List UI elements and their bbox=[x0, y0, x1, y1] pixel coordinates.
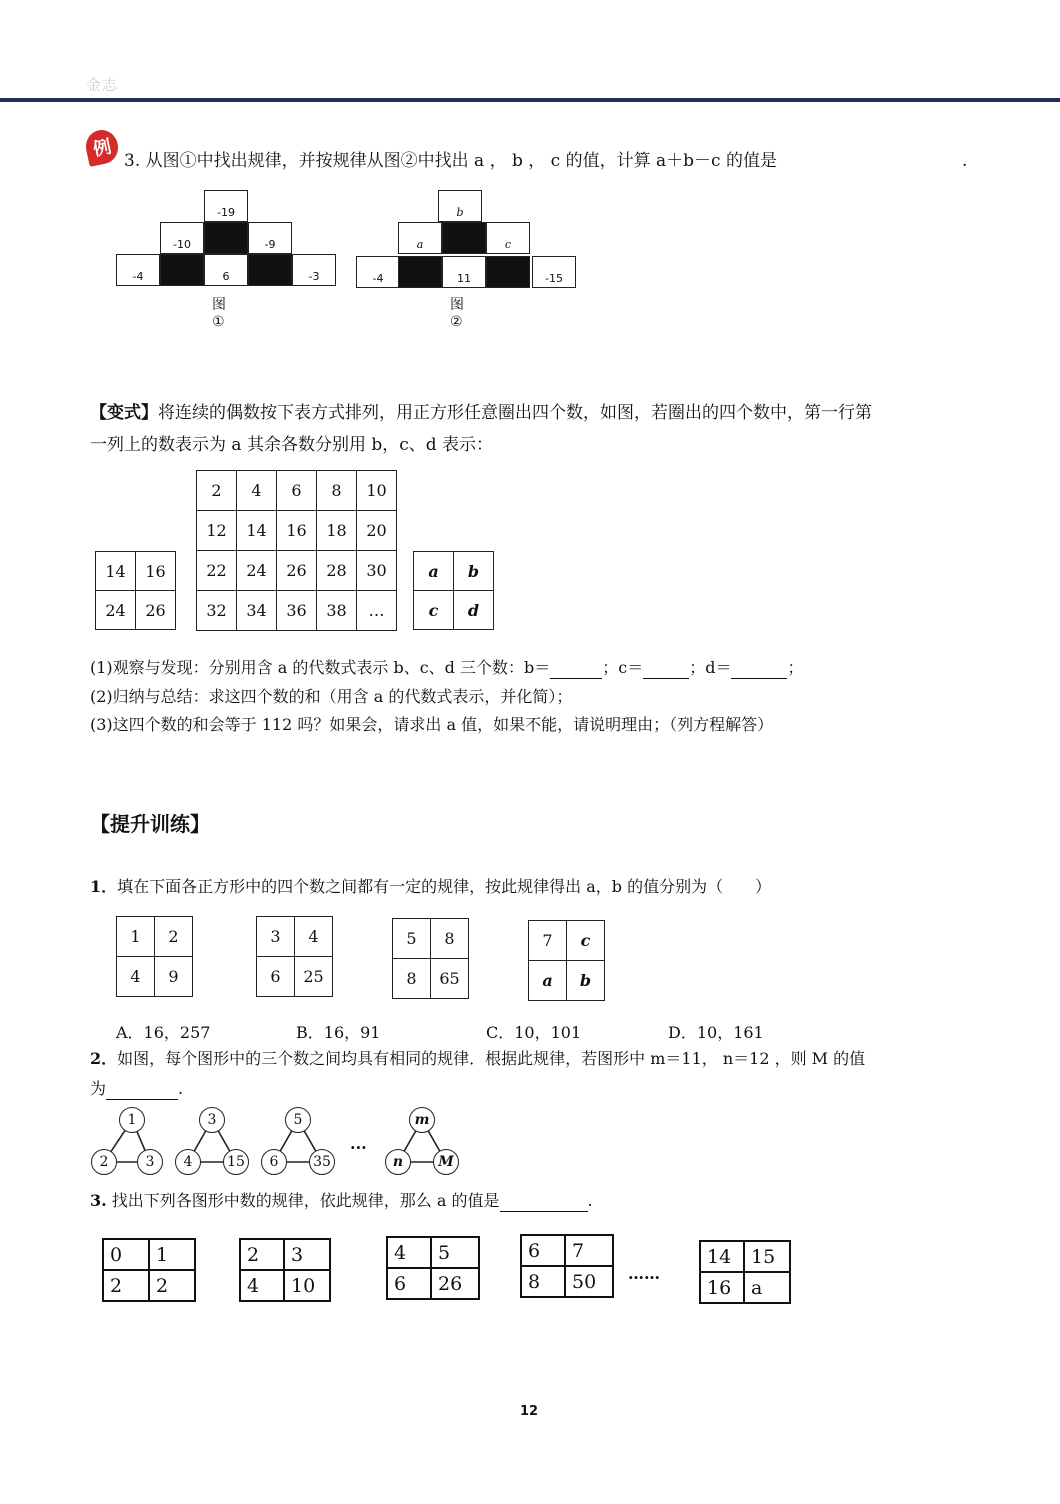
p3-question bbox=[90, 1190, 593, 1212]
grid-cell: 10 bbox=[357, 471, 397, 511]
grid-cell: 7 bbox=[565, 1235, 613, 1266]
variant-q2: (2)归纳与总结：求这四个数的和（用含 a 的代数式表示，并化简）； bbox=[90, 687, 573, 706]
triangle-node: n bbox=[385, 1149, 411, 1175]
grid-cell: 6 bbox=[277, 471, 317, 511]
grid-cell: b bbox=[454, 552, 494, 591]
example-question-text: 从图①中找出规律，并按规律从图②中找出 a ， b ， c 的值，计算 a＋b－c 的值是 bbox=[145, 151, 777, 171]
grid-cell: c bbox=[567, 921, 605, 961]
grid-cell: 25 bbox=[295, 957, 333, 997]
grid-cell: 8 bbox=[393, 959, 431, 999]
triangle-node: 15 bbox=[223, 1149, 249, 1175]
q1-d: ；d＝ bbox=[689, 658, 732, 677]
fig1-mid-right: -9 bbox=[248, 222, 292, 254]
fig1-bottom-mid: 6 bbox=[204, 254, 248, 286]
p1-number: 1． bbox=[90, 877, 118, 896]
triangle-node: 1 bbox=[119, 1107, 145, 1133]
grid-cell: 7 bbox=[529, 921, 567, 961]
fig2-bottom-mid: 11 bbox=[442, 256, 486, 288]
p3-square bbox=[520, 1234, 614, 1298]
grid-cell: 2 bbox=[240, 1239, 284, 1270]
grid-cell: 16 bbox=[277, 511, 317, 551]
fig2-bottom-right: -15 bbox=[532, 256, 576, 288]
grid-cell: 26 bbox=[431, 1268, 479, 1299]
grid-cell: 1 bbox=[117, 917, 155, 957]
grid-cell: 4 bbox=[117, 957, 155, 997]
grid-cell: 36 bbox=[277, 591, 317, 631]
grid-cell: 16 bbox=[700, 1272, 744, 1303]
grid-cell: 14 bbox=[237, 511, 277, 551]
p3-square bbox=[102, 1238, 196, 1302]
grid-cell: 8 bbox=[431, 919, 469, 959]
p3-number: 3. bbox=[90, 1191, 107, 1210]
p3-text: 找出下列各图形中数的规律，依此规律，那么 a 的值是 bbox=[111, 1191, 500, 1210]
answer-blank-a[interactable] bbox=[500, 1194, 588, 1212]
grid-cell: 9 bbox=[155, 957, 193, 997]
p2-end: . bbox=[178, 1079, 184, 1098]
p1-text: 填在下面各正方形中的四个数之间都有一定的规律，按此规律得出 a，b 的值分别为（ ） bbox=[117, 877, 772, 896]
grid-cell: … bbox=[357, 591, 397, 631]
grid-cell: 10 bbox=[284, 1270, 330, 1301]
grid-cell: 4 bbox=[237, 471, 277, 511]
triangle-node: m bbox=[409, 1107, 435, 1133]
p3-square bbox=[386, 1236, 480, 1300]
triangle-node: 4 bbox=[175, 1149, 201, 1175]
triangle-node: 5 bbox=[285, 1107, 311, 1133]
q1-c: ；c＝ bbox=[602, 658, 644, 677]
triangle-node: M bbox=[433, 1149, 459, 1175]
grid-cell: 6 bbox=[387, 1268, 431, 1299]
grid-cell: 8 bbox=[317, 471, 357, 511]
grid-cell: 50 bbox=[565, 1266, 613, 1297]
triangle-node: 3 bbox=[199, 1107, 225, 1133]
grid-cell: 38 bbox=[317, 591, 357, 631]
grid-cell: 3 bbox=[284, 1239, 330, 1270]
fig2-mid-right: c bbox=[486, 222, 530, 254]
grid-cell: 32 bbox=[197, 591, 237, 631]
grid-cell: b bbox=[567, 961, 605, 1001]
p2-text-2: 为 bbox=[90, 1079, 107, 1098]
variant-label: 【变式】 bbox=[90, 403, 158, 423]
example-badge: 例 bbox=[83, 127, 121, 167]
p2-text-1: 如图，每个图形中的三个数之间均具有相同的规律．根据此规律，若图形中 m＝11， n＝12 ，则 M 的值 bbox=[117, 1049, 866, 1068]
grid-cell: 4 bbox=[295, 917, 333, 957]
grid-cell: 24 bbox=[237, 551, 277, 591]
grid-cell: 14 bbox=[700, 1241, 744, 1272]
variant-text-2: 一列上的数表示为 a 其余各数分别用 b，c、d 表示： bbox=[90, 435, 494, 455]
grid-cell: 8 bbox=[521, 1266, 565, 1297]
triangle-node: 6 bbox=[261, 1149, 287, 1175]
grid-cell: 26 bbox=[277, 551, 317, 591]
p2-number: 2． bbox=[90, 1049, 118, 1068]
grid-cell: 34 bbox=[237, 591, 277, 631]
grid-cell: 22 bbox=[197, 551, 237, 591]
grid-cell: 2 bbox=[103, 1270, 149, 1301]
grid-cell: d bbox=[454, 591, 494, 630]
fig1-bottom-left: -4 bbox=[116, 254, 160, 286]
grid-cell: 6 bbox=[521, 1235, 565, 1266]
grid-cell: 26 bbox=[136, 591, 176, 630]
grid-cell: a bbox=[414, 552, 454, 591]
grid-cell: 5 bbox=[393, 919, 431, 959]
p3-square bbox=[699, 1240, 791, 1304]
section-title: 【提升训练】 bbox=[90, 812, 210, 836]
grid-cell: 30 bbox=[357, 551, 397, 591]
grid-cell: 4 bbox=[240, 1270, 284, 1301]
grid-cell: c bbox=[414, 591, 454, 630]
fig2-top: b bbox=[438, 190, 482, 222]
example-end-dot: . bbox=[962, 151, 968, 171]
grid-cell: 5 bbox=[431, 1237, 479, 1268]
grid-cell: 14 bbox=[96, 552, 136, 591]
fig2-bottom-left: -4 bbox=[356, 256, 400, 288]
fig2-caption: 图② bbox=[450, 297, 464, 330]
triangle-node: 2 bbox=[91, 1149, 117, 1175]
grid-cell: 18 bbox=[317, 511, 357, 551]
option-d[interactable]: D．10，161 bbox=[668, 1023, 764, 1042]
fig2-mid-left: a bbox=[398, 222, 442, 254]
triangle-node: 35 bbox=[309, 1149, 335, 1175]
header-logo: 金志 bbox=[86, 76, 119, 94]
fig1-bottom-right: -3 bbox=[292, 254, 336, 286]
variant-q3: (3)这四个数的和会等于 112 吗？如果会，请求出 a 值，如果不能，请说明理由；（列方程解答） bbox=[90, 715, 774, 734]
grid-cell: 15 bbox=[744, 1241, 790, 1272]
grid-cell: a bbox=[529, 961, 567, 1001]
option-a[interactable]: A．16，257 bbox=[116, 1023, 211, 1042]
grid-cell: 6 bbox=[257, 957, 295, 997]
triangle-node: 3 bbox=[137, 1149, 163, 1175]
grid-cell: a bbox=[744, 1272, 790, 1303]
grid-cell: 2 bbox=[197, 471, 237, 511]
p3-ellipsis: …… bbox=[628, 1264, 660, 1283]
p2-ellipsis: ··· bbox=[350, 1138, 367, 1157]
fig1-mid-left: -10 bbox=[160, 222, 204, 254]
grid-cell: 2 bbox=[155, 917, 193, 957]
q1-text: (1)观察与发现：分别用含 a 的代数式表示 b、c、d 三个数：b＝ bbox=[90, 658, 551, 677]
p3-end: . bbox=[587, 1191, 593, 1210]
grid-cell: 28 bbox=[317, 551, 357, 591]
option-c[interactable]: C．10，101 bbox=[486, 1023, 582, 1042]
fig1-top: -19 bbox=[204, 190, 248, 222]
grid-cell: 3 bbox=[257, 917, 295, 957]
grid-cell: 65 bbox=[431, 959, 469, 999]
q1-end: ； bbox=[787, 658, 804, 677]
grid-cell: 2 bbox=[149, 1270, 195, 1301]
option-b[interactable]: B．16，91 bbox=[296, 1023, 381, 1042]
p3-square bbox=[239, 1238, 331, 1302]
example-number: 3. bbox=[124, 151, 141, 171]
grid-cell: 24 bbox=[96, 591, 136, 630]
variant-text-1: 将连续的偶数按下表方式排列，用正方形任意圈出四个数，如图，若圈出的四个数中，第一行第 bbox=[158, 403, 872, 423]
grid-cell: 20 bbox=[357, 511, 397, 551]
grid-cell: 1 bbox=[149, 1239, 195, 1270]
grid-cell: 0 bbox=[103, 1239, 149, 1270]
grid-cell: 16 bbox=[136, 552, 176, 591]
grid-cell: 4 bbox=[387, 1237, 431, 1268]
fig1-caption: 图① bbox=[212, 297, 226, 330]
page-number: 12 bbox=[520, 1404, 539, 1419]
grid-cell: 12 bbox=[197, 511, 237, 551]
